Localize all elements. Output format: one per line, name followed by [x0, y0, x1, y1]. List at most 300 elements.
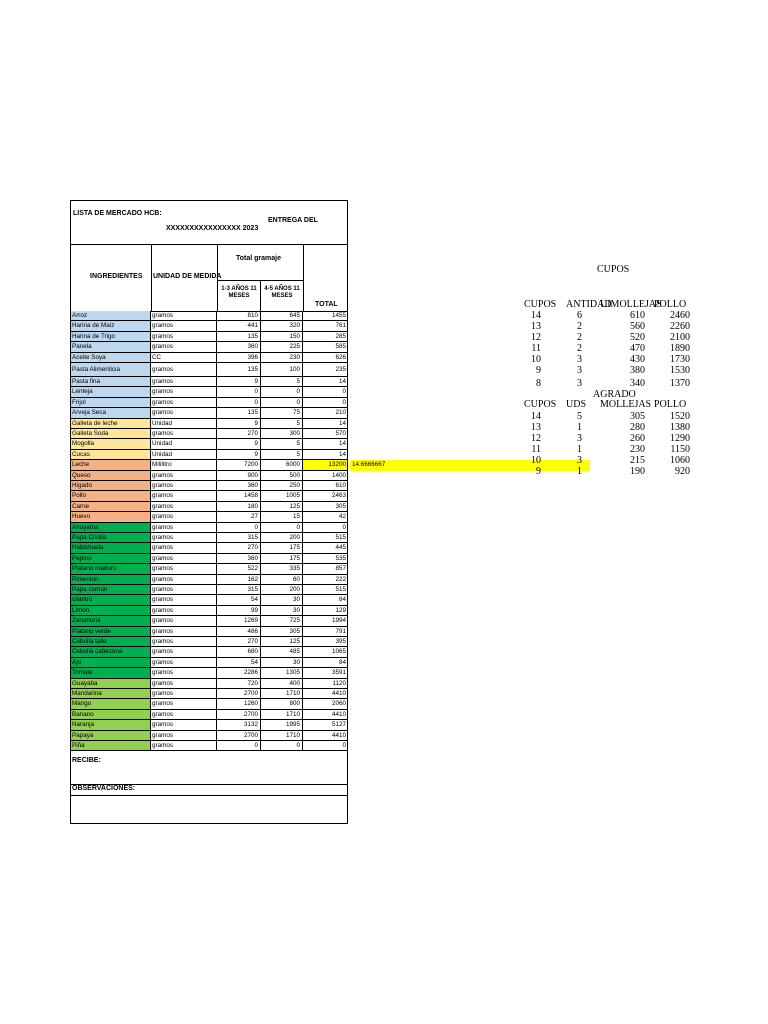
total-cell: 791: [303, 627, 348, 637]
total-cell: 626: [303, 353, 348, 363]
ingredient-name: Cucas: [70, 450, 151, 460]
table-row: [70, 637, 348, 647]
qty-age1: 0: [217, 387, 261, 397]
ingredient-name: Papaya: [70, 731, 151, 741]
table-cell: 2460: [670, 310, 690, 321]
ingredient-name: Higado: [70, 481, 151, 491]
ingredient-name: Platano maduro: [70, 564, 151, 574]
table-cell: 1290: [670, 433, 690, 444]
table-row: [70, 398, 348, 408]
total-cell: 445: [303, 543, 348, 553]
qty-age2: 125: [261, 502, 303, 512]
observaciones-label: OBSERVACIONES:: [72, 785, 136, 792]
table-cell: 2100: [670, 332, 690, 343]
table-cell: 10: [531, 455, 541, 466]
unit-cell: gramos: [151, 481, 217, 491]
divider: [217, 280, 303, 281]
total-cell: 5127: [303, 720, 348, 730]
divider: [70, 795, 348, 796]
qty-age2: 75: [261, 408, 303, 418]
col-ingredients: INGREDIENTES: [90, 273, 143, 280]
ingredient-name: Cebolla tallo: [70, 637, 151, 647]
table-row: [70, 627, 348, 637]
unit-cell: gramos: [151, 377, 217, 387]
unit-cell: gramos: [151, 363, 217, 377]
table-row: [70, 460, 386, 470]
table-row: [70, 616, 348, 626]
qty-age2: 30: [261, 606, 303, 616]
qty-age1: 810: [217, 311, 261, 321]
qty-age1: 27: [217, 512, 261, 522]
table-cell: 1060: [670, 455, 690, 466]
unit-cell: gramos: [151, 741, 217, 751]
qty-age1: 135: [217, 363, 261, 377]
agrado-title: AGRADO: [593, 389, 636, 400]
qty-age1: 9: [217, 450, 261, 460]
table-row: [70, 606, 348, 616]
ingredient-name: Papa común: [70, 585, 151, 595]
unit-cell: gramos: [151, 679, 217, 689]
qty-age2: 15: [261, 512, 303, 522]
qty-age2: 1710: [261, 689, 303, 699]
ingredient-name: Galleta de leche: [70, 419, 151, 429]
unit-cell: gramos: [151, 720, 217, 730]
qty-age1: 9: [217, 419, 261, 429]
column-header: MOLLEJAS: [600, 399, 652, 410]
unit-cell: gramos: [151, 523, 217, 533]
table-cell: 470: [630, 343, 645, 354]
total-cell: 305: [303, 502, 348, 512]
unit-cell: gramos: [151, 627, 217, 637]
table-cell: 14: [531, 310, 541, 321]
table-row: [70, 353, 348, 363]
total-cell: 515: [303, 533, 348, 543]
ingredient-name: cilantro: [70, 595, 151, 605]
qty-age1: 9: [217, 439, 261, 449]
table-row: [70, 332, 348, 342]
qty-age2: 500: [261, 471, 303, 481]
ingredient-name: Pollo: [70, 491, 151, 501]
col-total: TOTAL: [315, 301, 338, 308]
qty-age1: 315: [217, 533, 261, 543]
ingredient-name: Pepino: [70, 554, 151, 564]
table-row: [70, 741, 348, 751]
table-row: [70, 363, 348, 377]
qty-age1: 360: [217, 342, 261, 352]
ingredient-name: Arveja Seca: [70, 408, 151, 418]
qty-age1: 2700: [217, 731, 261, 741]
ingredient-name: Harina de Trigo: [70, 332, 151, 342]
unit-cell: gramos: [151, 398, 217, 408]
unit-cell: gramos: [151, 606, 217, 616]
total-cell: 4410: [303, 710, 348, 720]
qty-age2: 335: [261, 564, 303, 574]
qty-age1: 0: [217, 741, 261, 751]
table-row: [70, 575, 348, 585]
table-row: [70, 419, 348, 429]
qty-age2: 230: [261, 353, 303, 363]
total-cell: 2060: [303, 699, 348, 709]
table-cell: 1: [577, 466, 582, 477]
table-cell: 1730: [670, 354, 690, 365]
unit-cell: gramos: [151, 311, 217, 321]
qty-age1: 360: [217, 481, 261, 491]
table-row: [70, 450, 348, 460]
unit-cell: gramos: [151, 408, 217, 418]
table-cell: 9: [536, 365, 541, 376]
list-title: LISTA DE MERCADO HCB:: [73, 210, 162, 217]
table-cell: 2: [577, 321, 582, 332]
unit-cell: gramos: [151, 491, 217, 501]
ingredient-name: Huevo: [70, 512, 151, 522]
column-header: POLLO: [654, 299, 687, 310]
qty-age2: 1995: [261, 720, 303, 730]
total-cell: 129: [303, 606, 348, 616]
table-row: [70, 491, 348, 501]
table-row: [70, 342, 348, 352]
qty-age2: 5: [261, 419, 303, 429]
column-header: CUPOS: [524, 299, 557, 310]
ingredient-name: Tomate: [70, 668, 151, 678]
unit-cell: gramos: [151, 533, 217, 543]
qty-age1: 360: [217, 554, 261, 564]
col-total-gramaje: Total gramaje: [236, 255, 281, 262]
qty-age1: 2286: [217, 668, 261, 678]
qty-age2: 225: [261, 342, 303, 352]
total-cell: 2463: [303, 491, 348, 501]
qty-age2: 1305: [261, 668, 303, 678]
qty-age2: 300: [261, 429, 303, 439]
qty-age2: 1710: [261, 731, 303, 741]
total-cell: 610: [303, 481, 348, 491]
table-cell: 430: [630, 354, 645, 365]
divider: [70, 244, 348, 245]
column-header: POLLO: [654, 399, 687, 410]
unit-cell: Unidad: [151, 450, 217, 460]
unit-cell: gramos: [151, 699, 217, 709]
qty-age2: 800: [261, 699, 303, 709]
table-cell: 3: [577, 455, 582, 466]
qty-age2: 200: [261, 585, 303, 595]
table-row: [70, 689, 348, 699]
unit-cell: gramos: [151, 332, 217, 342]
qty-age1: 270: [217, 637, 261, 647]
qty-age1: 135: [217, 332, 261, 342]
table-row: [70, 699, 348, 709]
table-cell: 1530: [670, 365, 690, 376]
table-cell: 9: [536, 466, 541, 477]
qty-age1: 99: [217, 606, 261, 616]
total-cell: 515: [303, 585, 348, 595]
total-cell: 857: [303, 564, 348, 574]
unit-cell: gramos: [151, 564, 217, 574]
table-cell: 2: [577, 332, 582, 343]
table-row: [70, 543, 348, 553]
ingredient-name: Mango: [70, 699, 151, 709]
ingredient-name: Pasta Alimenticia: [70, 363, 151, 377]
table-cell: 560: [630, 321, 645, 332]
delivery-code: XXXXXXXXXXXXXXXX 2023: [166, 225, 259, 232]
ingredient-name: Harina de Maiz: [70, 321, 151, 331]
table-row: [70, 554, 348, 564]
table-cell: 610: [630, 310, 645, 321]
qty-age1: 1458: [217, 491, 261, 501]
table-cell: 215: [630, 455, 645, 466]
qty-age2: 5: [261, 377, 303, 387]
total-cell: 535: [303, 554, 348, 564]
qty-age1: 0: [217, 523, 261, 533]
qty-age1: 396: [217, 353, 261, 363]
qty-age1: 0: [217, 398, 261, 408]
unit-cell: gramos: [151, 585, 217, 595]
table-cell: 10: [531, 354, 541, 365]
table-cell: 3: [577, 365, 582, 376]
qty-age2: 30: [261, 595, 303, 605]
ingredient-name: Cebolla cabezona: [70, 647, 151, 657]
qty-age2: 6000: [261, 460, 303, 470]
col-age-2: 4-5 AÑOS 11 MESES: [264, 286, 300, 299]
qty-age2: 0: [261, 523, 303, 533]
table-row: [70, 710, 348, 720]
computed-ratio: 14.6666667: [350, 460, 590, 470]
qty-age1: 180: [217, 502, 261, 512]
cupos-title: CUPOS: [597, 264, 630, 275]
total-cell: 13200: [303, 460, 348, 470]
qty-age1: 9: [217, 377, 261, 387]
unit-cell: gramos: [151, 554, 217, 564]
table-cell: 2: [577, 343, 582, 354]
ingredient-name: Banano: [70, 710, 151, 720]
qty-age1: 3132: [217, 720, 261, 730]
qty-age2: 0: [261, 741, 303, 751]
unit-cell: gramos: [151, 658, 217, 668]
qty-age2: 125: [261, 637, 303, 647]
table-cell: 6: [577, 310, 582, 321]
qty-age2: 0: [261, 398, 303, 408]
unit-cell: gramos: [151, 429, 217, 439]
qty-age2: 150: [261, 332, 303, 342]
ingredient-name: Frijol: [70, 398, 151, 408]
qty-age2: 5: [261, 439, 303, 449]
qty-age2: 5: [261, 450, 303, 460]
unit-cell: Unidad: [151, 439, 217, 449]
table-cell: 1520: [670, 411, 690, 422]
table-cell: 1150: [670, 444, 690, 455]
qty-age2: 30: [261, 658, 303, 668]
table-row: [70, 720, 348, 730]
total-cell: 395: [303, 637, 348, 647]
qty-age1: 270: [217, 543, 261, 553]
table-row: [70, 668, 348, 678]
qty-age1: 680: [217, 647, 261, 657]
table-cell: 230: [630, 444, 645, 455]
qty-age2: 1710: [261, 710, 303, 720]
table-row: [70, 377, 348, 387]
ingredient-name: Panela: [70, 342, 151, 352]
col-age-1: 1-3 AÑOS 11 MESES: [221, 286, 257, 299]
total-cell: 1455: [303, 311, 348, 321]
qty-age2: 175: [261, 543, 303, 553]
divider: [303, 244, 304, 311]
total-cell: 1120: [303, 679, 348, 689]
qty-age2: 400: [261, 679, 303, 689]
table-row: [70, 564, 348, 574]
qty-age1: 900: [217, 471, 261, 481]
col-unit: UNIDAD DE MEDIDA: [153, 273, 222, 280]
unit-cell: gramos: [151, 502, 217, 512]
total-cell: 84: [303, 595, 348, 605]
unit-cell: gramos: [151, 512, 217, 522]
qty-age2: 0: [261, 387, 303, 397]
table-cell: 920: [675, 466, 690, 477]
qty-age2: 305: [261, 627, 303, 637]
total-cell: 14: [303, 439, 348, 449]
unit-cell: gramos: [151, 710, 217, 720]
table-cell: 12: [531, 433, 541, 444]
table-row: [70, 429, 348, 439]
total-cell: 1994: [303, 616, 348, 626]
table-row: [70, 321, 348, 331]
unit-cell: gramos: [151, 471, 217, 481]
ingredient-name: Pimenton: [70, 575, 151, 585]
table-cell: 11: [531, 444, 541, 455]
qty-age1: 270: [217, 429, 261, 439]
total-cell: 14: [303, 450, 348, 460]
unit-cell: gramos: [151, 616, 217, 626]
total-cell: 285: [303, 332, 348, 342]
table-cell: 12: [531, 332, 541, 343]
total-cell: 14: [303, 377, 348, 387]
table-cell: 1: [577, 444, 582, 455]
ingredient-name: Leche: [70, 460, 151, 470]
ingredient-name: Ahuyama: [70, 523, 151, 533]
total-cell: 4410: [303, 689, 348, 699]
table-row: [70, 471, 348, 481]
unit-cell: gramos: [151, 668, 217, 678]
qty-age1: 162: [217, 575, 261, 585]
qty-age1: 1260: [217, 699, 261, 709]
table-cell: 3: [577, 433, 582, 444]
qty-age2: 60: [261, 575, 303, 585]
ingredient-name: Lenteja: [70, 387, 151, 397]
unit-cell: gramos: [151, 689, 217, 699]
unit-cell: gramos: [151, 731, 217, 741]
unit-cell: gramos: [151, 595, 217, 605]
ingredient-name: Naranja: [70, 720, 151, 730]
qty-age1: 2700: [217, 689, 261, 699]
table-cell: 340: [630, 378, 645, 389]
table-cell: 2260: [670, 321, 690, 332]
ingredient-name: Mandarina: [70, 689, 151, 699]
total-cell: 210: [303, 408, 348, 418]
qty-age1: 720: [217, 679, 261, 689]
unit-cell: gramos: [151, 321, 217, 331]
unit-cell: gramos: [151, 647, 217, 657]
table-row: [70, 512, 348, 522]
total-cell: 3591: [303, 668, 348, 678]
table-row: [70, 533, 348, 543]
ingredient-name: Arroz: [70, 311, 151, 321]
ingredient-name: Queso: [70, 471, 151, 481]
ingredient-name: Aceite Soya: [70, 353, 151, 363]
table-row: [70, 502, 348, 512]
table-row: [70, 679, 348, 689]
divider: [151, 244, 152, 311]
ingredient-name: Galleta Soda: [70, 429, 151, 439]
ingredient-name: Platano verde: [70, 627, 151, 637]
ingredient-name: Habichuela: [70, 543, 151, 553]
table-cell: 190: [630, 466, 645, 477]
table-cell: 1380: [670, 422, 690, 433]
unit-cell: Mililitro: [151, 460, 217, 470]
qty-age1: 54: [217, 595, 261, 605]
column-header: UDS: [566, 399, 587, 410]
unit-cell: gramos: [151, 387, 217, 397]
qty-age1: 522: [217, 564, 261, 574]
table-cell: 1890: [670, 343, 690, 354]
unit-cell: gramos: [151, 543, 217, 553]
total-cell: 0: [303, 387, 348, 397]
table-cell: 11: [531, 343, 541, 354]
table-row: [70, 658, 348, 668]
recibe-label: RECIBE:: [72, 757, 101, 764]
total-cell: 0: [303, 523, 348, 533]
table-row: [70, 311, 348, 321]
total-cell: 84: [303, 658, 348, 668]
table-cell: 13: [531, 422, 541, 433]
table-cell: 5: [577, 411, 582, 422]
table-row: [70, 585, 348, 595]
total-cell: 4410: [303, 731, 348, 741]
qty-age1: 441: [217, 321, 261, 331]
total-cell: 14: [303, 419, 348, 429]
divider: [70, 311, 71, 751]
qty-age2: 725: [261, 616, 303, 626]
column-header: ANTIDAD: [566, 299, 612, 310]
unit-cell: CC: [151, 353, 217, 363]
total-cell: 1065: [303, 647, 348, 657]
unit-cell: gramos: [151, 637, 217, 647]
qty-age2: 200: [261, 533, 303, 543]
column-header: UIMOLLEJAS: [600, 299, 662, 310]
qty-age2: 175: [261, 554, 303, 564]
qty-age1: 135: [217, 408, 261, 418]
table-row: [70, 439, 348, 449]
ingredient-name: Pasta fina: [70, 377, 151, 387]
table-cell: 1: [577, 422, 582, 433]
table-row: [70, 523, 348, 533]
total-cell: 235: [303, 363, 348, 377]
ingredient-name: Guayaba: [70, 679, 151, 689]
qty-age2: 250: [261, 481, 303, 491]
qty-age2: 485: [261, 647, 303, 657]
total-cell: 761: [303, 321, 348, 331]
total-cell: 570: [303, 429, 348, 439]
ingredient-name: Limon: [70, 606, 151, 616]
column-header: CUPOS: [524, 399, 557, 410]
total-cell: 0: [303, 741, 348, 751]
table-cell: 14: [531, 411, 541, 422]
table-cell: 305: [630, 411, 645, 422]
qty-age1: 2700: [217, 710, 261, 720]
unit-cell: gramos: [151, 575, 217, 585]
table-row: [70, 387, 348, 397]
table-cell: 13: [531, 321, 541, 332]
qty-age2: 645: [261, 311, 303, 321]
total-cell: 222: [303, 575, 348, 585]
table-row: [70, 731, 348, 741]
delivery-label: ENTREGA DEL: [268, 217, 318, 224]
